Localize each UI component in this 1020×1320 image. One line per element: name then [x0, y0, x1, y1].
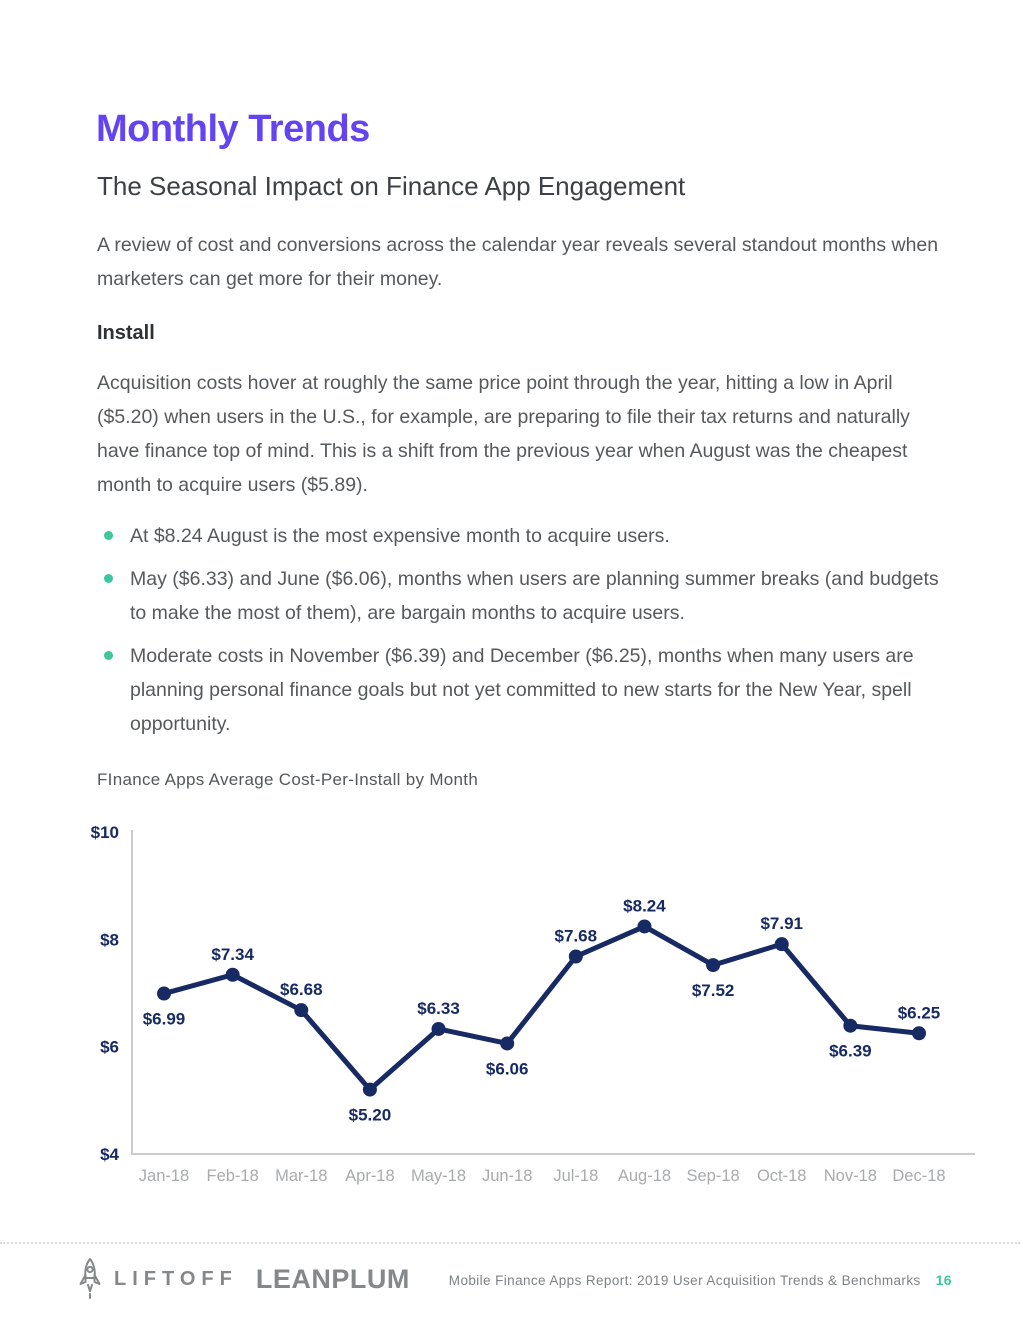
footer-report-info [449, 1272, 952, 1288]
install-section-heading: Install [97, 322, 155, 344]
y-axis-tick-label: $4 [100, 1145, 119, 1164]
data-point-label: $6.68 [279, 980, 323, 1000]
cpi-line-chart [0, 790, 1020, 1220]
x-axis-tick-label: Aug-18 [617, 1167, 672, 1185]
data-point-marker [157, 987, 171, 1001]
data-point-label: $6.33 [417, 998, 460, 1018]
x-axis-tick-label: Mar-18 [275, 1167, 328, 1185]
data-point-label: $7.52 [691, 981, 735, 1001]
data-point-label: $8.24 [623, 896, 666, 916]
data-point-marker [363, 1083, 377, 1097]
data-point-marker [706, 958, 720, 972]
chart-axes [132, 830, 975, 1154]
x-axis-tick-label: Jun-18 [481, 1167, 533, 1185]
data-point-label: $7.34 [211, 944, 254, 964]
install-section-body: Acquisition costs hover at roughly the same price point through the year, hitting a low in April ($5.20) when users in the U.S., for example, are preparing to file their tax returns and naturally have finance top of mind. This is a shift from the previous year when August was the cheapest month to acquire users ($5.89). [97, 372, 910, 496]
data-point-marker [569, 950, 583, 964]
x-axis-tick-label: Feb-18 [206, 1167, 259, 1185]
data-point-label: $6.99 [142, 1009, 186, 1029]
data-line [164, 926, 919, 1089]
intro-paragraph: A review of cost and conversions across the calendar year reveals several standout months when marketers can get more for their money. [97, 234, 939, 290]
data-point-label: $7.68 [554, 926, 598, 946]
bullet-list [104, 519, 940, 741]
liftoff-logo: LIFTOFF [114, 1267, 238, 1290]
list-item [104, 562, 940, 630]
data-point-label: $6.25 [897, 1003, 941, 1023]
data-point-marker [637, 919, 651, 933]
bullet-text: At $8.24 August is the most expensive month to acquire users. [130, 525, 670, 547]
data-point-marker [294, 1003, 308, 1017]
data-point-marker [912, 1026, 926, 1040]
x-axis-tick-label: Oct-18 [756, 1167, 807, 1185]
x-axis-tick-label: Jul-18 [553, 1167, 599, 1185]
data-point-marker [500, 1036, 514, 1050]
bullet-dot-icon [104, 651, 113, 660]
y-axis-tick-label: $6 [100, 1037, 119, 1057]
y-axis-tick-label: $10 [90, 823, 119, 842]
x-axis-tick-label: Apr-18 [345, 1167, 395, 1185]
chart-caption: FInance Apps Average Cost-Per-Install by Month [97, 770, 479, 789]
bullet-text: May ($6.33) and June ($6.06), months when users are planning summer breaks (and budgets to make the most of them), are bargain months to acquire users. [130, 568, 939, 624]
data-point-label: $6.06 [485, 1059, 529, 1079]
x-axis-tick-label: Nov-18 [823, 1167, 877, 1185]
data-point-label: $6.39 [829, 1041, 872, 1061]
x-axis-tick-label: May-18 [411, 1167, 467, 1185]
data-point-marker [843, 1019, 857, 1033]
bullet-dot-icon [104, 574, 113, 583]
x-axis-tick-label: Dec-18 [892, 1167, 946, 1185]
y-axis-tick-label: $8 [100, 930, 119, 950]
data-point-marker [226, 968, 240, 982]
data-point-label: $7.91 [760, 914, 804, 934]
x-axis-tick-label: Sep-18 [686, 1167, 740, 1185]
page-number: 16 [935, 1272, 952, 1288]
footer-divider [0, 1242, 1020, 1244]
list-item [104, 639, 940, 741]
bullet-text: Moderate costs in November ($6.39) and December ($6.25), months when many users are planning personal finance goals but not yet committed to new starts for the New Year, spell opportunity. [130, 645, 914, 735]
report-title: Mobile Finance Apps Report: 2019 User Acquisition Trends & Benchmarks [448, 1273, 921, 1288]
list-item [104, 519, 940, 553]
leanplum-logo: LEANPLUM [255, 1263, 410, 1294]
data-point-label: $5.20 [348, 1105, 392, 1125]
footer-brands [76, 1256, 410, 1302]
page-title: Monthly Trends [96, 108, 370, 150]
data-point-marker [432, 1022, 446, 1036]
rocket-icon [76, 1256, 104, 1302]
bullet-dot-icon [104, 531, 113, 540]
page-subtitle: The Seasonal Impact on Finance App Engagement [97, 171, 686, 201]
data-point-marker [775, 937, 789, 951]
x-axis-tick-label: Jan-18 [138, 1167, 190, 1185]
